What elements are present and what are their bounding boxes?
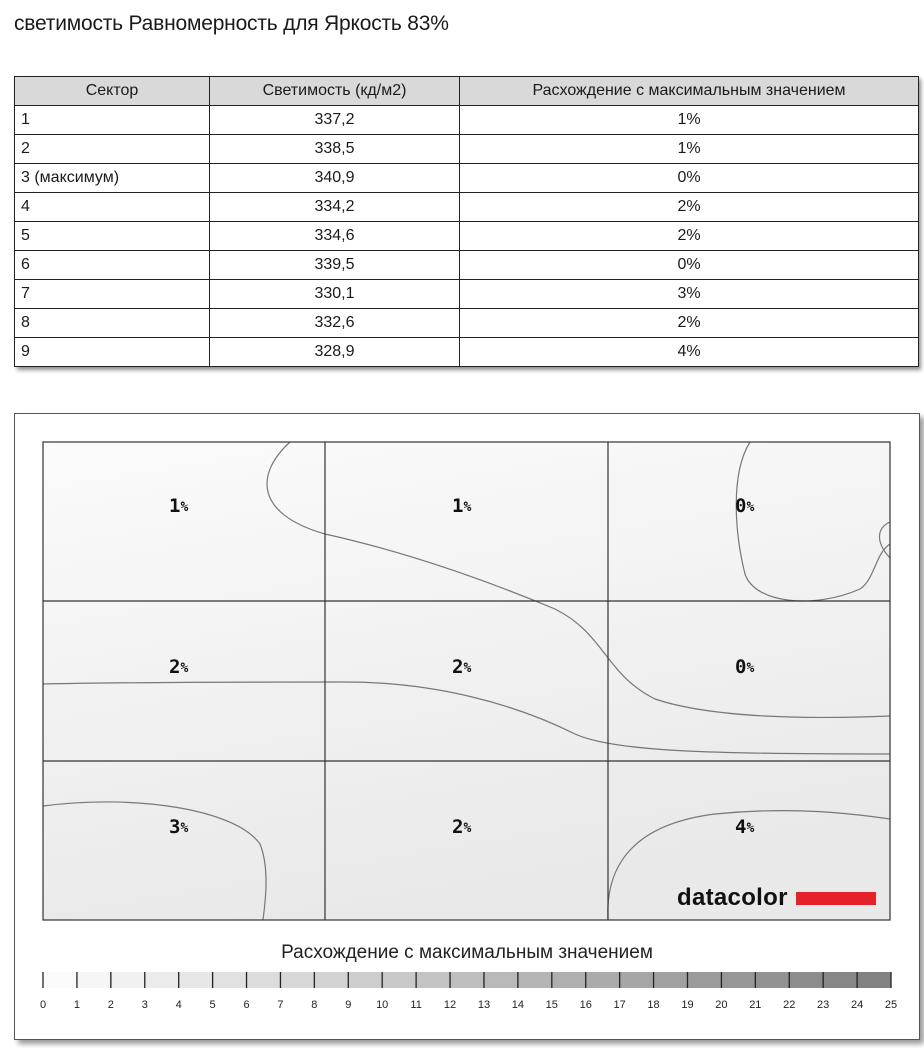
legend-tick-label: 24 <box>850 999 864 1011</box>
sector-cell: 8 <box>15 309 210 338</box>
legend-tick-label: 7 <box>277 999 284 1011</box>
legend-tick-label: 1 <box>73 999 80 1011</box>
legend-swatch <box>518 972 552 988</box>
legend-tick-label: 3 <box>141 999 148 1011</box>
legend-tick-label: 13 <box>477 999 491 1011</box>
sector-label-1: 1% <box>169 495 189 517</box>
legend-swatch <box>789 972 823 988</box>
legend-tick-label: 8 <box>311 999 318 1011</box>
table-row <box>15 309 919 338</box>
legend-tick-label: 9 <box>345 999 352 1011</box>
legend-swatch <box>450 972 484 988</box>
legend-tick-label: 5 <box>209 999 216 1011</box>
legend-tick-label: 10 <box>376 999 389 1011</box>
table-row <box>15 106 919 135</box>
legend-swatch <box>247 972 281 988</box>
legend-tick-label: 12 <box>443 999 457 1011</box>
luminance-cell: 334,6 <box>210 222 460 251</box>
sector-label-6: 0% <box>735 656 755 678</box>
deviation-cell: 3% <box>460 280 919 309</box>
sector-label-3: 0% <box>735 495 755 517</box>
legend-swatch <box>348 972 382 988</box>
datacolor-logo-bar <box>796 892 876 905</box>
legend-tick-label: 0 <box>39 999 47 1011</box>
deviation-cell: 2% <box>460 222 919 251</box>
legend-swatch <box>586 972 620 988</box>
legend-tick-label: 6 <box>243 999 250 1011</box>
deviation-cell: 1% <box>460 106 919 135</box>
legend-tick-label: 16 <box>579 999 592 1011</box>
uniformity-table <box>14 76 919 367</box>
legend-swatch <box>145 972 179 988</box>
luminance-cell: 328,9 <box>210 338 460 367</box>
legend-swatch <box>314 972 348 988</box>
legend-tick-label: 21 <box>749 999 762 1011</box>
uniformity-table-container <box>14 76 918 367</box>
table-row <box>15 222 919 251</box>
legend-tick-label: 4 <box>175 999 182 1011</box>
legend-swatch <box>43 972 77 988</box>
sector-label-2: 1% <box>452 495 472 517</box>
legend-swatch <box>687 972 721 988</box>
luminance-cell: 339,5 <box>210 251 460 280</box>
legend-swatch <box>654 972 688 988</box>
legend-tick-label: 18 <box>647 999 660 1011</box>
deviation-cell: 2% <box>460 193 919 222</box>
deviation-cell: 0% <box>460 164 919 193</box>
legend-tick-label: 11 <box>410 999 422 1011</box>
sector-cell: 3 (максимум) <box>15 164 210 193</box>
legend-tick-label: 15 <box>545 999 558 1011</box>
deviation-cell: 0% <box>460 251 919 280</box>
legend-swatch <box>111 972 145 988</box>
deviation-cell: 2% <box>460 309 919 338</box>
luminance-cell: 332,6 <box>210 309 460 338</box>
legend-swatch <box>179 972 213 988</box>
legend-tick-label: 25 <box>884 999 898 1011</box>
legend-swatch <box>280 972 314 988</box>
legend-tick-label: 14 <box>511 999 525 1011</box>
legend-scale <box>40 972 897 1011</box>
table-row <box>15 164 919 193</box>
legend-swatch <box>416 972 450 988</box>
sector-label-5: 2% <box>452 656 472 678</box>
legend-tick-label: 19 <box>681 999 694 1011</box>
table-row <box>15 251 919 280</box>
column-header-sector: Сектор <box>15 77 210 106</box>
legend-swatch <box>552 972 586 988</box>
legend-title: Расхождение с максимальным значением <box>281 942 653 963</box>
sector-cell: 9 <box>15 338 210 367</box>
legend-swatch <box>484 972 518 988</box>
legend-tick-label: 22 <box>783 999 796 1011</box>
legend-swatch <box>857 972 891 988</box>
legend-swatch <box>823 972 857 988</box>
uniformity-map-panel <box>14 413 920 1040</box>
table-row <box>15 193 919 222</box>
legend-tick-label: 17 <box>613 999 626 1011</box>
sector-cell: 7 <box>15 280 210 309</box>
column-header-deviation: Расхождение с максимальным значением <box>460 77 919 106</box>
legend-swatch <box>755 972 789 988</box>
column-header-luminance: Светимость (кд/м2) <box>210 77 460 106</box>
legend-swatch <box>382 972 416 988</box>
luminance-cell: 340,9 <box>210 164 460 193</box>
sector-label-4: 2% <box>169 656 189 678</box>
deviation-cell: 1% <box>460 135 919 164</box>
legend-tick-label: 2 <box>107 999 114 1011</box>
sector-label-9: 4% <box>735 816 755 838</box>
sector-cell: 2 <box>15 135 210 164</box>
legend-swatch <box>77 972 111 988</box>
legend-tick-label: 23 <box>817 999 830 1011</box>
deviation-cell: 4% <box>460 338 919 367</box>
legend-swatch <box>620 972 654 988</box>
table-row <box>15 338 919 367</box>
luminance-cell: 330,1 <box>210 280 460 309</box>
legend-swatch <box>721 972 755 988</box>
sector-label-8: 2% <box>452 816 472 838</box>
sector-cell: 4 <box>15 193 210 222</box>
sector-cell: 5 <box>15 222 210 251</box>
table-row <box>15 135 919 164</box>
luminance-cell: 338,5 <box>210 135 460 164</box>
sector-cell: 1 <box>15 106 210 135</box>
luminance-cell: 334,2 <box>210 193 460 222</box>
legend-swatch <box>213 972 247 988</box>
luminance-cell: 337,2 <box>210 106 460 135</box>
sector-cell: 6 <box>15 251 210 280</box>
legend-tick-label: 20 <box>715 999 728 1011</box>
table-header-row <box>15 77 919 106</box>
datacolor-logo: datacolor <box>677 884 788 911</box>
page-title: светимость Равномерность для Яркость 83% <box>14 12 449 35</box>
sector-label-7: 3% <box>169 816 189 838</box>
table-row <box>15 280 919 309</box>
